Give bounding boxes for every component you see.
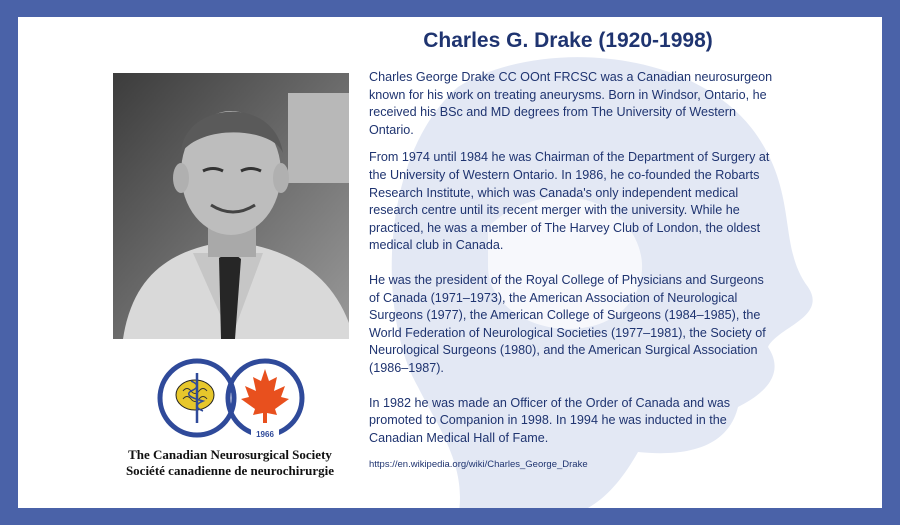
bio-paragraph-3: He was the president of the Royal College of Physicians and Surgeons of Canada (1971–1973), the American Association of Neurological Surgeons (1977), the American College of Surgeons (1984–1985), the World Federation of Neurological Societies (1977–1981), the Society of Neurological Surgeons (1980), and the American Surgical Association (1986–1987). [369, 272, 766, 375]
society-name-french: Société canadienne de neurochirurgie [125, 463, 335, 478]
bio-paragraph-2: From 1974 until 1984 he was Chairman of the Department of Surgery at the University of Western Ontario. In 1986, he co-founded the Robarts Research Institute, which was Canada's only independent medical research centre until its recent merger with the university. While he practiced, he was a member of The Harvey Club of London, the oldest medical club in Canada. [369, 150, 770, 253]
society-name-english: The Canadian Neurosurgical Society [128, 447, 332, 462]
bio-paragraph-1: Charles George Drake CC OOnt FRCSC was a Canadian neurosurgeon known for his work on treating aneurysms. Born in Windsor, Ontario, he received his BSc and MD degrees from The University of Western Ontario. [369, 70, 773, 137]
source-link[interactable]: https://en.wikipedia.org/wiki/Charles_George_Drake [369, 459, 588, 471]
society-logo [151, 351, 311, 445]
portrait-photo [113, 73, 349, 339]
portrait-illustration [113, 73, 349, 339]
biography-text [369, 69, 774, 471]
maple-leaf-icon [241, 369, 289, 423]
biography-card [18, 17, 882, 508]
page-title: Charles G. Drake (1920-1998) [423, 29, 713, 52]
bio-paragraph-4: In 1982 he was made an Officer of the Order of Canada and was promoted to Companion in 1998. In 1994 he was inducted in the Canadian Medical Hall of Fame. [369, 395, 731, 445]
logo-year: 1966 [256, 430, 274, 439]
brain-icon [176, 380, 214, 410]
